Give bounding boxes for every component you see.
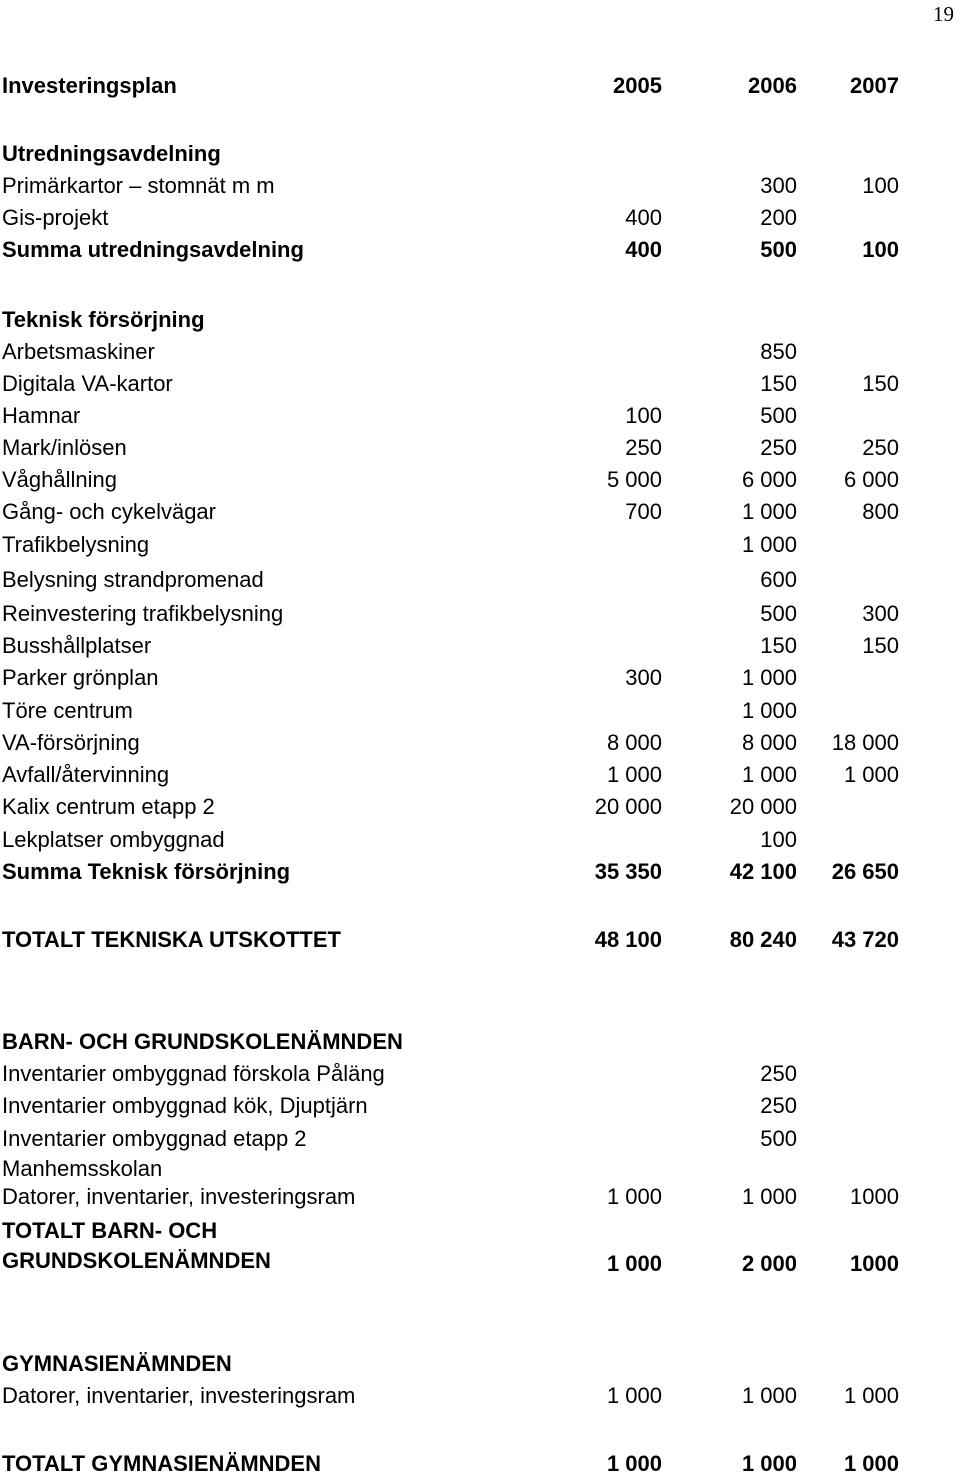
value-2005: 1 000 <box>606 762 662 787</box>
table-row <box>0 531 960 563</box>
table-row <box>0 402 960 434</box>
value-2007: 150 <box>862 371 899 396</box>
row-label: Datorer, inventarier, investeringsram <box>2 1184 356 1209</box>
value-2005: 2005 <box>613 73 662 98</box>
value-2006: 500 <box>760 1126 797 1151</box>
value-2006: 100 <box>760 827 797 852</box>
value-2005: 700 <box>625 499 662 524</box>
row-label: Investeringsplan <box>2 73 177 98</box>
value-2005: 100 <box>625 403 662 428</box>
value-2007: 43 720 <box>831 927 899 952</box>
table-row <box>0 1382 960 1414</box>
row-label: Gång- och cykelvägar <box>2 499 216 524</box>
row-label: Inventarier ombyggnad förskola Påläng <box>2 1061 385 1086</box>
value-2006: 42 100 <box>729 859 797 884</box>
table-row <box>0 172 960 204</box>
value-2007: 1 000 <box>843 762 899 787</box>
table-row <box>0 697 960 729</box>
row-label: TOTALT TEKNISKA UTSKOTTET <box>2 927 341 952</box>
value-2006: 500 <box>760 237 797 262</box>
value-2007: 1 000 <box>843 1383 899 1408</box>
value-2006: 1 000 <box>741 499 797 524</box>
value-2006: 1 000 <box>741 698 797 723</box>
value-2006: 200 <box>760 205 797 230</box>
row-label: Primärkartor – stomnät m m <box>2 173 275 198</box>
row-label: Reinvestering trafikbelysning <box>2 601 284 626</box>
row-label: TOTALT BARN- OCH <box>2 1218 218 1243</box>
value-2006: 8 000 <box>741 730 797 755</box>
table-row <box>0 434 960 466</box>
value-2006: 250 <box>760 1061 797 1086</box>
row-label: TOTALT GYMNASIENÄMNDEN <box>2 1451 321 1476</box>
table-row <box>0 761 960 793</box>
table-row <box>0 370 960 402</box>
table-row <box>0 306 960 338</box>
table-row <box>0 664 960 696</box>
row-label: Inventarier ombyggnad kök, Djuptjärn <box>2 1093 368 1118</box>
value-2007: 1000 <box>850 1184 899 1209</box>
row-label: Kalix centrum etapp 2 <box>2 794 215 819</box>
value-2006: 850 <box>760 339 797 364</box>
row-label: Digitala VA-kartor <box>2 371 173 396</box>
row-label: GYMNASIENÄMNDEN <box>2 1351 232 1376</box>
table-row <box>0 1028 960 1060</box>
table-row <box>0 1092 960 1124</box>
row-label: BARN- OCH GRUNDSKOLENÄMNDEN <box>2 1029 403 1054</box>
value-2005: 5 000 <box>606 467 662 492</box>
value-2005: 1 000 <box>606 1251 662 1276</box>
table-row <box>0 1450 960 1482</box>
table-row <box>0 926 960 958</box>
value-2005: 300 <box>625 665 662 690</box>
value-2007: 1000 <box>850 1251 899 1276</box>
value-2007: 100 <box>862 173 899 198</box>
row-label: Arbetsmaskiner <box>2 339 155 364</box>
row-label: Summa Teknisk försörjning <box>2 859 291 884</box>
value-2006: 2006 <box>748 73 797 98</box>
value-2006: 250 <box>760 1093 797 1118</box>
value-2006: 1 000 <box>741 665 797 690</box>
value-2006: 1 000 <box>741 532 797 557</box>
value-2006: 500 <box>760 403 797 428</box>
table-row <box>0 1350 960 1382</box>
value-2007: 18 000 <box>831 730 899 755</box>
value-2007: 150 <box>862 633 899 658</box>
row-label: Våghållning <box>2 467 117 492</box>
row-label: VA-försörjning <box>2 730 140 755</box>
value-2007: 6 000 <box>843 467 899 492</box>
value-2005: 1 000 <box>606 1184 662 1209</box>
value-2006: 250 <box>760 435 797 460</box>
value-2006: 300 <box>760 173 797 198</box>
table-row <box>0 236 960 268</box>
table-row <box>0 466 960 498</box>
table-row <box>0 140 960 172</box>
value-2005: 35 350 <box>594 859 662 884</box>
value-2006: 1 000 <box>741 1451 797 1476</box>
row-label: Summa utredningsavdelning <box>2 237 304 262</box>
value-2006: 6 000 <box>741 467 797 492</box>
value-2006: 1 000 <box>741 1184 797 1209</box>
value-2005: 400 <box>625 205 662 230</box>
value-2005: 8 000 <box>606 730 662 755</box>
table-row <box>0 632 960 664</box>
value-2006: 150 <box>760 371 797 396</box>
row-label: Trafikbelysning <box>2 532 150 557</box>
table-row <box>0 793 960 825</box>
value-2007: 26 650 <box>831 859 899 884</box>
row-label: Belysning strandpromenad <box>2 567 264 592</box>
table-row <box>0 1125 960 1181</box>
value-2007: 800 <box>862 499 899 524</box>
table-row <box>0 826 960 858</box>
row-label-line2: GRUNDSKOLENÄMNDEN <box>2 1248 271 1273</box>
row-label: Inventarier ombyggnad etapp 2 <box>2 1126 307 1151</box>
value-2005: 20 000 <box>594 794 662 819</box>
value-2006: 1 000 <box>741 762 797 787</box>
value-2007: 1 000 <box>843 1451 899 1476</box>
table-row <box>0 729 960 761</box>
table-row <box>0 204 960 236</box>
row-label: Utredningsavdelning <box>2 141 221 166</box>
table-row <box>0 72 960 104</box>
table-row <box>0 1217 960 1276</box>
table-row <box>0 498 960 530</box>
row-label: Avfall/återvinning <box>2 762 170 787</box>
value-2005: 48 100 <box>594 927 662 952</box>
row-label: Hamnar <box>2 403 81 428</box>
value-2006: 500 <box>760 601 797 626</box>
value-2006: 20 000 <box>729 794 797 819</box>
row-label: Datorer, inventarier, investeringsram <box>2 1383 356 1408</box>
value-2006: 1 000 <box>741 1383 797 1408</box>
row-label: Töre centrum <box>2 698 133 723</box>
table-row <box>0 338 960 370</box>
table-row <box>0 600 960 632</box>
value-2005: 1 000 <box>606 1383 662 1408</box>
value-2005: 250 <box>625 435 662 460</box>
row-label: Gis-projekt <box>2 205 109 230</box>
row-label: Busshållplatser <box>2 633 152 658</box>
row-label-line2: Manhemsskolan <box>2 1156 163 1181</box>
row-label: Lekplatser ombyggnad <box>2 827 225 852</box>
value-2006: 150 <box>760 633 797 658</box>
value-2007: 250 <box>862 435 899 460</box>
value-2007: 100 <box>862 237 899 262</box>
row-label: Teknisk försörjning <box>2 307 205 332</box>
table-row <box>0 1183 960 1215</box>
row-label: Mark/inlösen <box>2 435 127 460</box>
value-2006: 80 240 <box>729 927 797 952</box>
table-row <box>0 1060 960 1092</box>
row-label: Parker grönplan <box>2 665 159 690</box>
value-2007: 2007 <box>850 73 899 98</box>
value-2006: 2 000 <box>741 1251 797 1276</box>
page-number: 19 <box>933 2 954 26</box>
table-row <box>0 566 960 598</box>
value-2006: 600 <box>760 567 797 592</box>
value-2005: 1 000 <box>606 1451 662 1476</box>
table-row <box>0 858 960 890</box>
value-2007: 300 <box>862 601 899 626</box>
value-2005: 400 <box>625 237 662 262</box>
